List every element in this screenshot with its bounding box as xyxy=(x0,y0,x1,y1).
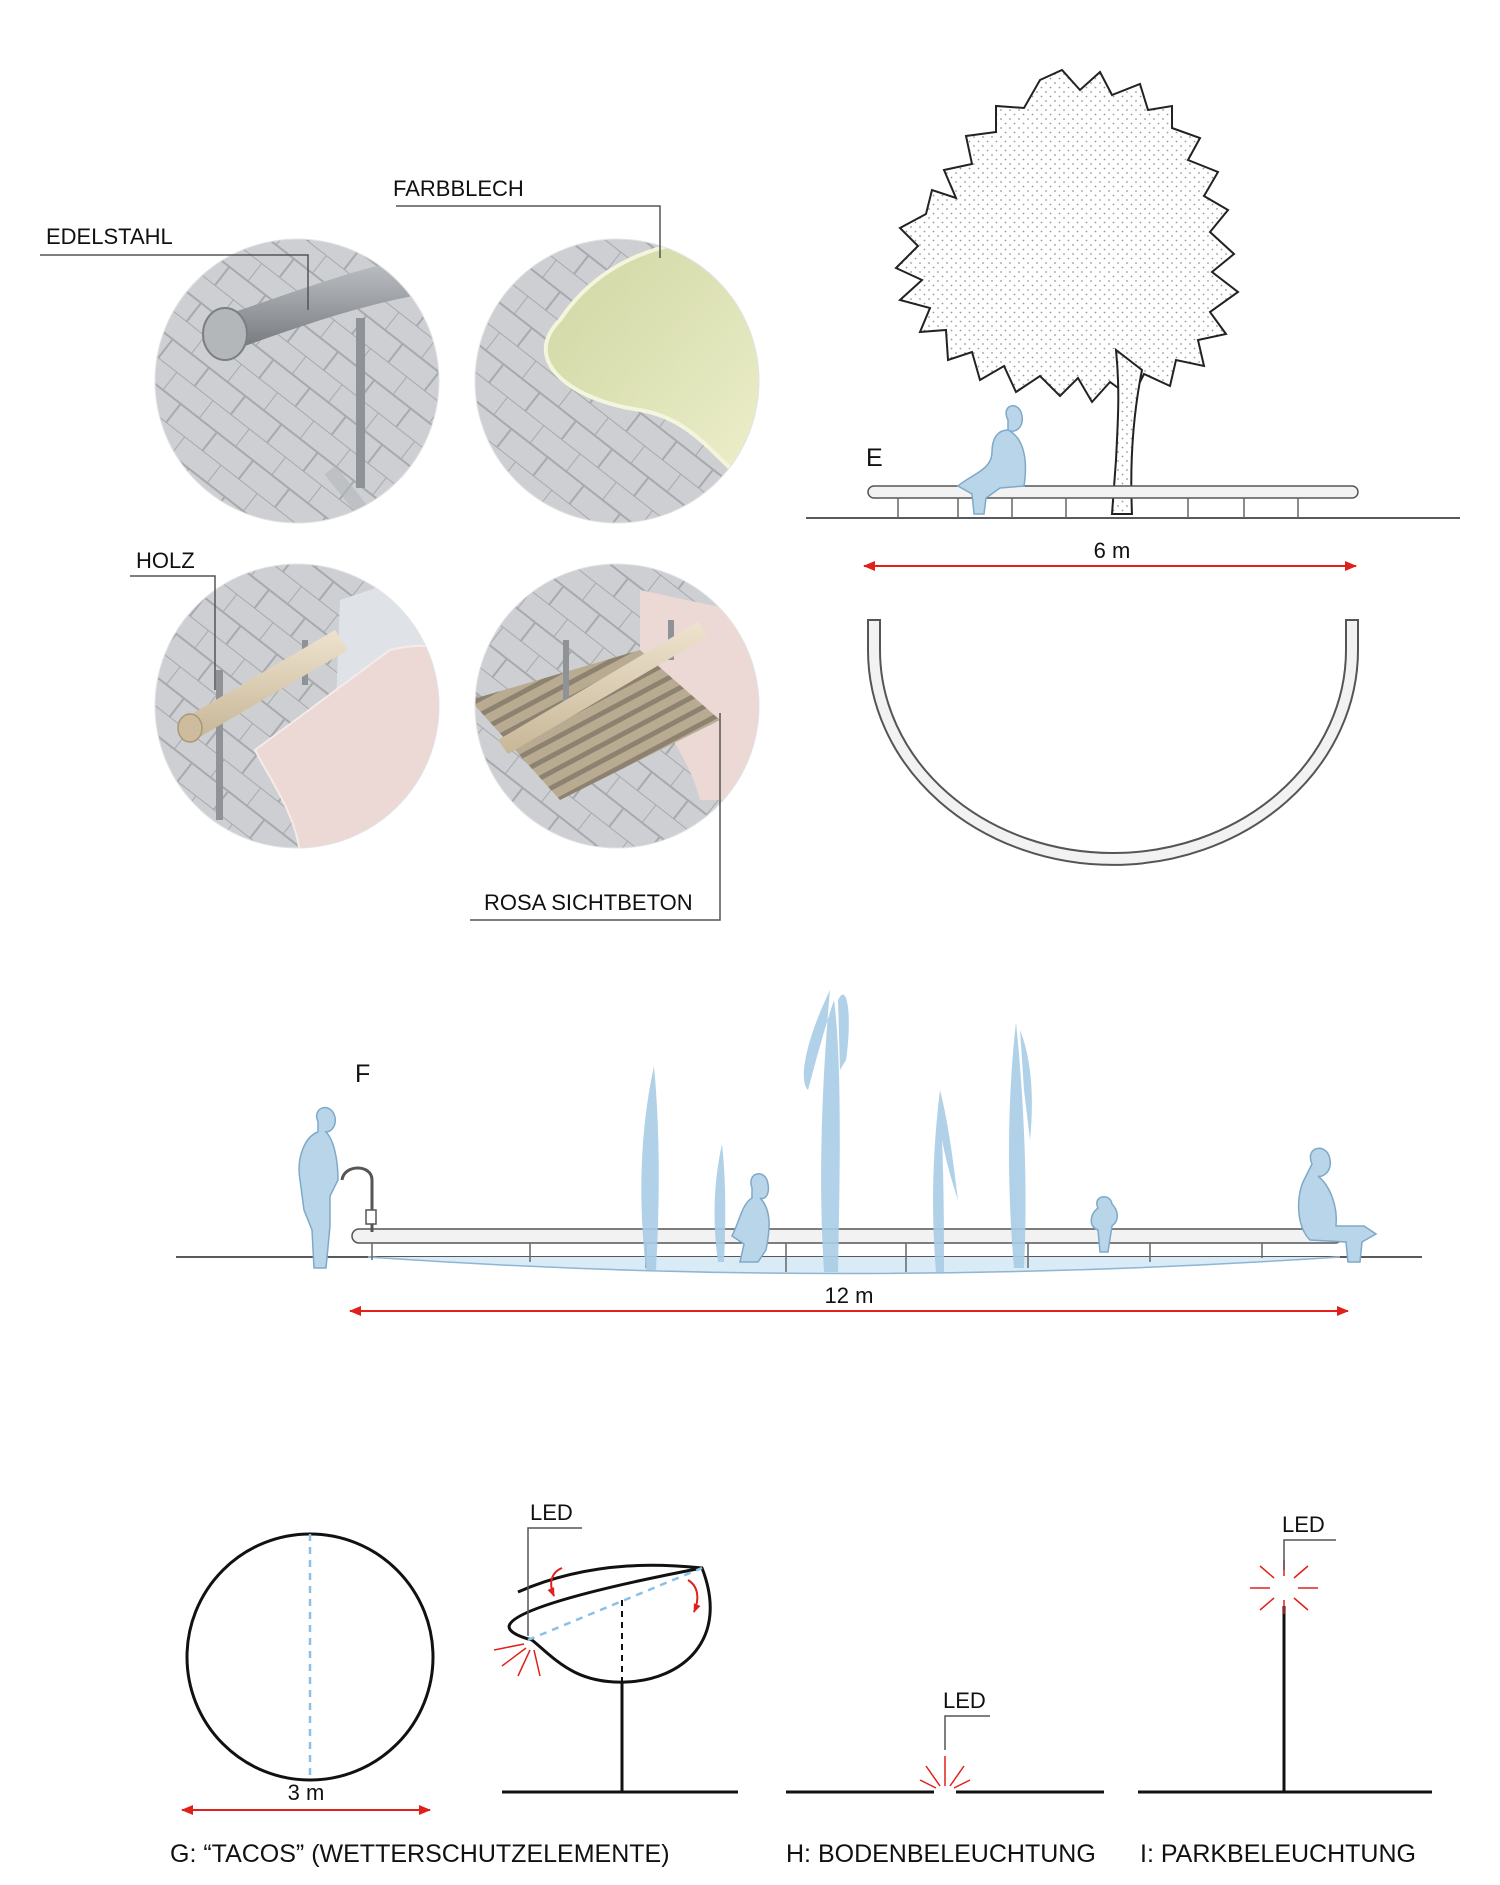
section-g-tacos xyxy=(170,1500,738,1868)
material-edelstahl-detail xyxy=(150,234,450,534)
section-f-dimension: 12 m xyxy=(824,1283,874,1308)
label-farbblech: FARBBLECH xyxy=(393,176,524,201)
sitting-child-icon xyxy=(732,1174,769,1262)
led-glow-icon xyxy=(494,1644,540,1676)
ground-led-glow-icon xyxy=(920,1756,970,1788)
material-farbblech-detail xyxy=(470,234,770,534)
section-i-parkbeleuchtung xyxy=(1138,1512,1432,1868)
section-e-plan-bench xyxy=(868,620,1358,865)
material-rosa-sichtbeton-detail xyxy=(470,560,780,860)
ground-led-label: LED xyxy=(943,1688,986,1713)
material-holz-detail xyxy=(150,560,460,860)
section-e-dimension: 6 m xyxy=(1093,538,1131,563)
section-i-caption: I: PARKBELEUCHTUNG xyxy=(1140,1840,1416,1868)
tree-crown-icon xyxy=(896,70,1238,402)
label-rosa-sichtbeton: ROSA SICHTBETON xyxy=(484,890,693,915)
section-f-elevation xyxy=(176,990,1422,1311)
label-edelstahl: EDELSTAHL xyxy=(46,224,173,249)
section-e-elevation xyxy=(806,70,1460,865)
section-e-label: E xyxy=(866,444,883,472)
label-holz: HOLZ xyxy=(136,548,195,573)
standing-person-icon xyxy=(299,1108,338,1268)
section-h-caption: H: BODENBELEUCHTUNG xyxy=(786,1840,1096,1868)
tacos-elevation-icon xyxy=(494,1500,738,1792)
section-g-caption: G: “TACOS” (WETTERSCHUTZELEMENTE) xyxy=(170,1840,670,1868)
section-f-label: F xyxy=(355,1060,371,1088)
tacos-led-label: LED xyxy=(530,1500,573,1525)
park-led-label: LED xyxy=(1282,1512,1325,1537)
tacos-dimension: 3 m xyxy=(287,1780,325,1805)
sitting-adult-icon xyxy=(1299,1148,1376,1262)
section-h-bodenbeleuchtung xyxy=(786,1688,1104,1868)
